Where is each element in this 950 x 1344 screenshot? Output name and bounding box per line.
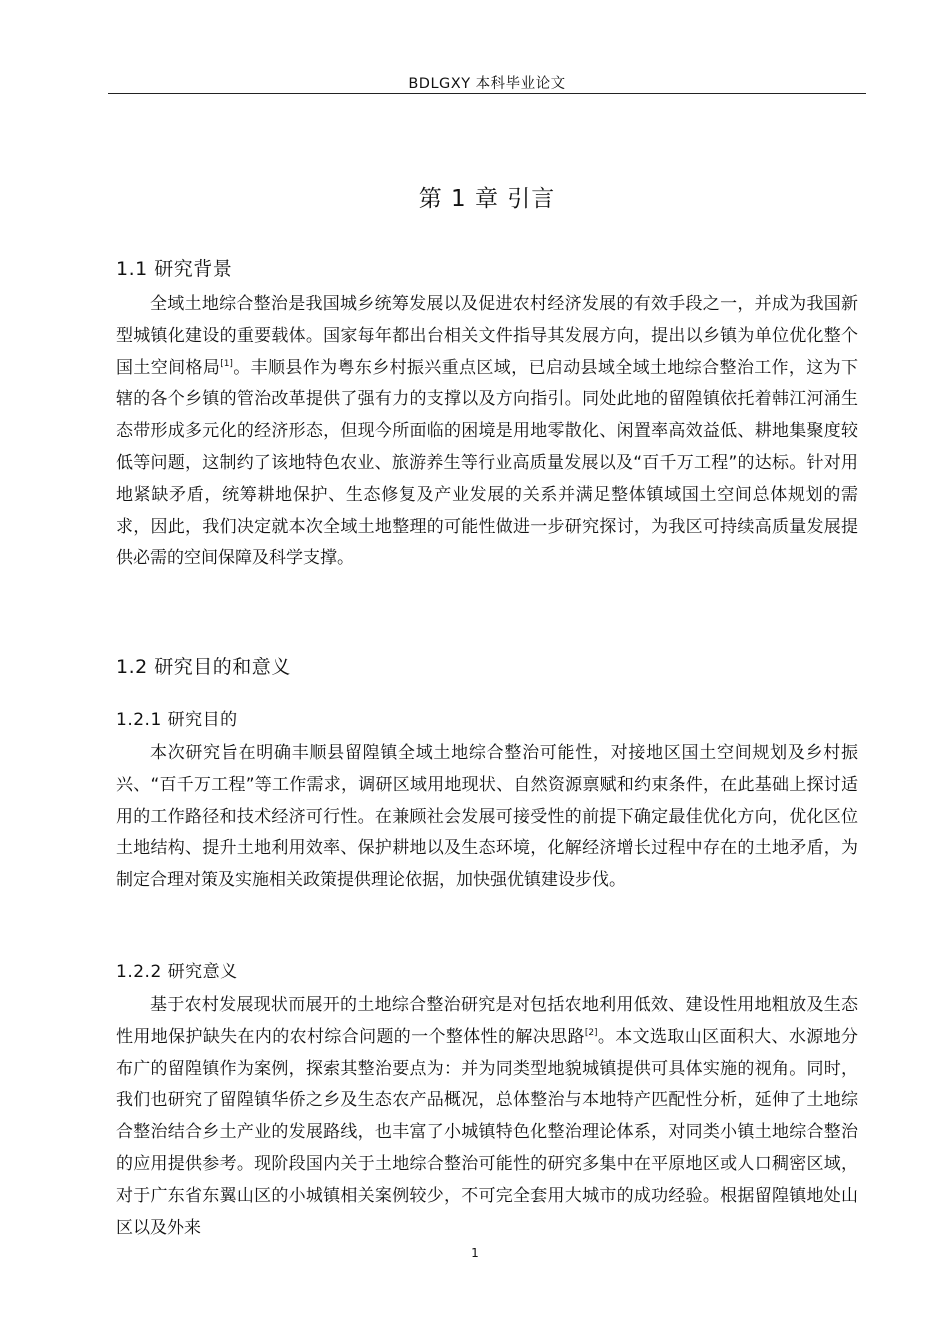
page-number: 1 — [471, 1246, 479, 1260]
paragraph-research-significance — [116, 990, 858, 1244]
paragraph-text: 。本文选取山区面积大、水源地分布广的留隍镇作为案例，探索其整治要点为：并为同类型地貌城镇提供可具体实施的视角。同时，我们也研究了留隍镇华侨之乡及生态农产品概况，总体整治与本地特产匹配性分析，延伸了土地综合整治结合乡土产业的发展路线，也丰富了小城镇特色化整治理论体系，对同类小镇土地综合整治的应用提供参考。现阶段国内关于土地综合整治可能性的研究多集中在平原地区或人口稠密区域，对于广东省东翼山区的小城镇相关案例较少，不可完全套用大城市的成功经验。根据留隍镇地处山区以及外来 — [116, 1026, 859, 1238]
paragraph-research-purpose — [116, 738, 858, 897]
citation-ref-1[interactable]: [1] — [220, 358, 233, 369]
section-heading-1-2-2: 1.2.2 研究意义 — [116, 962, 238, 982]
section-heading-1-1: 1.1 研究背景 — [116, 258, 233, 280]
header-divider — [108, 93, 866, 94]
paragraph-text: 基于农村发展现状而展开的土地综合整治研究是对包括农地利用低效、建设性用地粗放及生态性用地保护缺失在内的农村综合问题的一个整体性的解决思路 — [116, 995, 858, 1047]
citation-ref-2[interactable]: [2] — [584, 1027, 598, 1038]
section-heading-1-2: 1.2 研究目的和意义 — [116, 656, 291, 678]
paragraph-text: 本次研究旨在明确丰顺县留隍镇全域土地综合整治可能性，对接地区国土空间规划及乡村振兴、“百千万工程”等工作需求，调研区域用地现状、自然资源禀赋和约束条件，在此基础上探讨适用的工作路径和技术经济可行性。在兼顾社会发展可接受性的前提下确定最佳优化方向，优化区位土地结构、提升土地利用效率、保护耕地以及生态环境，化解经济增长过程中存在的土地矛盾，为制定合理对策及实施相关政策提供理论依据，加快强优镇建设步伐。 — [116, 743, 858, 891]
running-header: BDLGXY 本科毕业论文 — [408, 76, 566, 92]
section-heading-1-2-1: 1.2.1 研究目的 — [116, 710, 238, 730]
paragraph-text: 全域土地综合整治是我国城乡统筹发展以及促进农村经济发展的有效手段之一，并成为我国新型城镇化建设的重要载体。国家每年都出台相关文件指导其发展方向，提出以乡镇为单位优化整个国土空间格局 — [116, 294, 858, 378]
paragraph-research-background — [116, 289, 858, 575]
chapter-title: 第 1 章 引言 — [418, 186, 556, 212]
paragraph-text: 。丰顺县作为粤东乡村振兴重点区域，已启动县域全域土地综合整治工作，这为下辖的各个乡镇的管治改革提供了强有力的支撑以及方向指引。同处此地的留隍镇依托着韩江河涌生态带形成多元化的经济形态，但现今所面临的困境是用地零散化、闲置率高效益低、耕地集聚度较低等问题，这制约了该地特色农业、旅游养生等行业高质量发展以及“百千万工程”的达标。针对用地紧缺矛盾，统筹耕地保护、生态修复及产业发展的关系并满足整体镇域国土空间总体规划的需求，因此，我们决定就本次全域土地整理的可能性做进一步研究探讨，为我区可持续高质量发展提供必需的空间保障及科学支撑。 — [116, 357, 859, 569]
